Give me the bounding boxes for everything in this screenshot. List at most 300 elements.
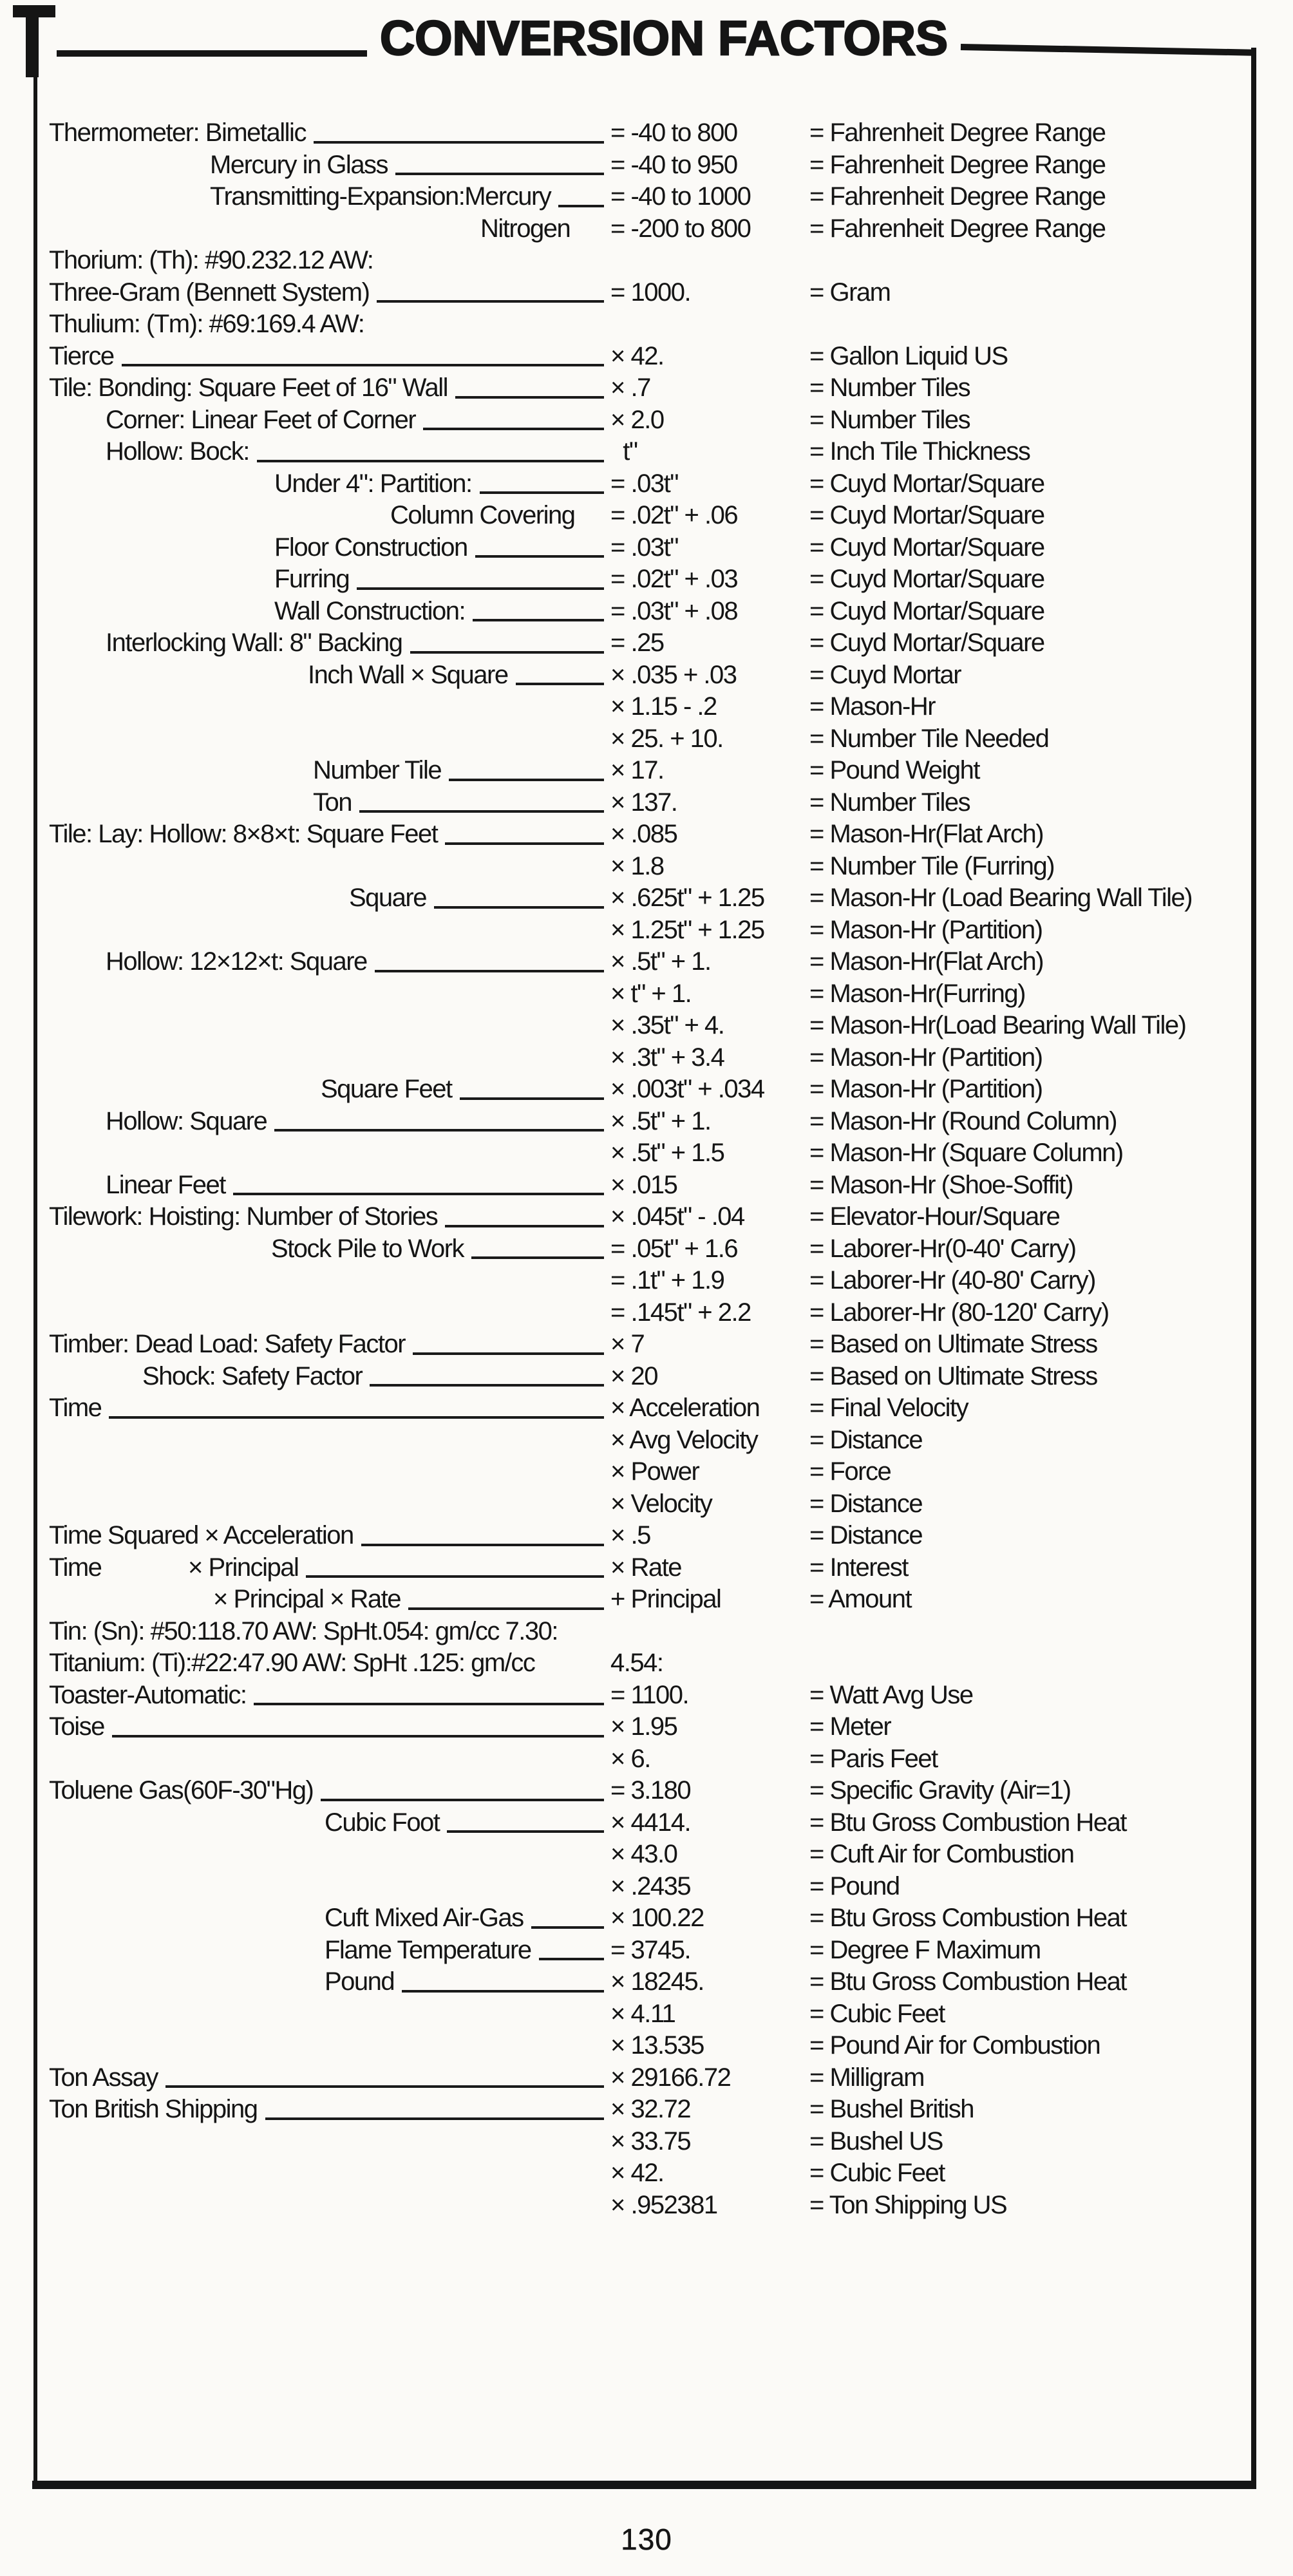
row-label: Corner: Linear Feet of Corner xyxy=(106,405,416,434)
row-value xyxy=(610,308,809,341)
row-label-cell xyxy=(49,1010,610,1042)
row-label-cell xyxy=(49,564,610,596)
leader-line xyxy=(122,341,604,367)
table-row xyxy=(49,787,1252,819)
row-value: = -40 to 950 xyxy=(610,150,737,179)
table-row xyxy=(49,404,1252,437)
row-label-cell xyxy=(49,245,610,277)
row-value: × .5t" + 1. xyxy=(610,947,711,976)
row-result: = Btu Gross Combustion Heat xyxy=(809,1904,1126,1932)
row-label: Timber: Dead Load: Safety Factor xyxy=(49,1330,406,1358)
row-label: Ton Assay xyxy=(49,2063,158,2092)
row-value: × Power xyxy=(610,1457,699,1486)
leader-line xyxy=(434,882,604,909)
row-label: Number Tile xyxy=(313,756,442,784)
table-row xyxy=(49,1042,1252,1074)
row-label: Ton British Shipping xyxy=(49,2095,258,2123)
row-value: × .7 xyxy=(610,374,650,402)
title-rule-right xyxy=(961,44,1254,56)
table-row xyxy=(49,978,1252,1010)
row-label-cell xyxy=(49,1902,610,1935)
row-label: Time xyxy=(49,1394,102,1422)
table-row xyxy=(49,1871,1252,1903)
table-row xyxy=(49,1425,1252,1457)
leader-line xyxy=(357,564,604,590)
row-label-cell xyxy=(49,1871,610,1903)
row-value: × Velocity xyxy=(610,1489,712,1518)
row-value: = .1t" + 1.9 xyxy=(610,1266,724,1294)
page-title: CONVERSION FACTORS xyxy=(379,11,949,65)
table-row xyxy=(49,277,1252,309)
leader-line xyxy=(480,468,604,495)
row-result: = Distance xyxy=(809,1489,923,1518)
table-row xyxy=(49,723,1252,755)
row-value: = .02t" + .06 xyxy=(610,501,738,529)
row-value: × Rate xyxy=(610,1553,681,1582)
row-value: × 13.535 xyxy=(610,2031,704,2060)
row-result xyxy=(809,1647,1252,1680)
table-row xyxy=(49,1807,1252,1839)
row-value: = .03t" + .08 xyxy=(610,596,738,625)
row-label-cell xyxy=(49,1711,610,1743)
row-label-cell xyxy=(49,1456,610,1488)
row-label-cell xyxy=(49,2190,610,2222)
table-row xyxy=(49,1170,1252,1202)
row-value: × .952381 xyxy=(610,2190,717,2219)
leader-line xyxy=(165,2062,604,2088)
row-result: = Distance xyxy=(809,1521,923,1549)
row-label: Cuft Mixed Air-Gas xyxy=(325,1904,524,1932)
row-result: = Pound Air for Combustion xyxy=(809,2031,1100,2060)
row-result: = Force xyxy=(809,1457,891,1486)
row-label: Inch Wall × Square xyxy=(308,660,508,689)
row-label: Tile: Lay: Hollow: 8×8×t: Square Feet xyxy=(49,820,438,848)
row-value: × 1.95 xyxy=(610,1712,677,1741)
row-result: = Mason-Hr(Flat Arch) xyxy=(809,947,1044,976)
row-value: × 4414. xyxy=(610,1808,691,1837)
table-row xyxy=(49,691,1252,723)
row-result: = Milligram xyxy=(809,2063,924,2092)
row-result: = Degree F Maximum xyxy=(809,1935,1041,1964)
row-label: Tilework: Hoisting: Number of Stories xyxy=(49,1202,438,1231)
row-result: = Pound xyxy=(809,1871,900,1900)
row-result: = Bushel British xyxy=(809,2095,974,2123)
row-value: × .3t" + 3.4 xyxy=(610,1043,724,1072)
leader-line xyxy=(375,946,604,972)
row-result: = Number Tile Needed xyxy=(809,724,1049,753)
row-value: × t" + 1. xyxy=(610,979,692,1008)
row-value: = .05t" + 1.6 xyxy=(610,1234,738,1263)
table-row xyxy=(49,1201,1252,1233)
row-result xyxy=(809,1616,1252,1648)
row-label: × Principal × Rate xyxy=(213,1585,401,1613)
table-row xyxy=(49,1010,1252,1042)
row-label-cell xyxy=(49,787,610,819)
row-label-cell xyxy=(49,468,610,500)
title-rule-left xyxy=(57,50,367,57)
row-result: = Cuyd Mortar/Square xyxy=(809,501,1044,529)
row-value: × .5t" + 1.5 xyxy=(610,1139,724,1167)
row-value: × 42. xyxy=(610,2159,664,2187)
row-label: Time Squared × Acceleration xyxy=(49,1521,354,1549)
row-result: = Mason-Hr(Load Bearing Wall Tile) xyxy=(809,1011,1186,1039)
row-label: Toise xyxy=(49,1712,104,1741)
row-label: Column Covering xyxy=(390,501,575,529)
table-row xyxy=(49,755,1252,787)
leader-line xyxy=(445,819,604,845)
row-value: × 7 xyxy=(610,1330,645,1358)
row-label: Floor Construction xyxy=(274,533,467,562)
conversion-table xyxy=(49,117,1252,2221)
table-row xyxy=(49,1488,1252,1520)
row-label-cell xyxy=(49,532,610,564)
row-label: Mercury in Glass xyxy=(210,150,388,179)
table-row xyxy=(49,1616,1252,1648)
table-row xyxy=(49,1137,1252,1170)
row-label-cell xyxy=(49,627,610,659)
row-result: = Pound Weight xyxy=(809,756,980,784)
leader-line xyxy=(455,372,604,399)
row-result: = Cuyd Mortar/Square xyxy=(809,596,1044,625)
row-value: × .085 xyxy=(610,820,677,848)
row-label-cell xyxy=(49,882,610,914)
row-label-cell xyxy=(49,2126,610,2158)
row-result: = Based on Ultimate Stress xyxy=(809,1361,1097,1390)
row-value: × .015 xyxy=(610,1170,677,1199)
row-label-cell xyxy=(49,1807,610,1839)
row-value: × Acceleration xyxy=(610,1394,760,1422)
row-label: Flame Temperature xyxy=(325,1935,531,1964)
row-label-cell xyxy=(49,1042,610,1074)
row-result: = Bushel US xyxy=(809,2126,943,2155)
leader-line xyxy=(359,787,604,813)
row-result: = Cuft Air for Combustion xyxy=(809,1840,1074,1868)
row-result: = Elevator-Hour/Square xyxy=(809,1202,1060,1231)
row-label-cell xyxy=(49,1233,610,1265)
table-row xyxy=(49,1711,1252,1743)
leader-line xyxy=(254,1680,604,1706)
row-result: = Mason-Hr (Load Bearing Wall Tile) xyxy=(809,884,1193,912)
row-result: = Final Velocity xyxy=(809,1394,968,1422)
table-row xyxy=(49,1520,1252,1552)
table-row xyxy=(49,596,1252,628)
row-label-cell xyxy=(49,1297,610,1329)
row-label-cell xyxy=(49,691,610,723)
row-value: = 3.180 xyxy=(610,1776,691,1804)
table-row xyxy=(49,659,1252,692)
table-row xyxy=(49,1647,1252,1680)
row-result: = Cuyd Mortar/Square xyxy=(809,533,1044,562)
table-row xyxy=(49,149,1252,182)
table-row xyxy=(49,1902,1252,1935)
leader-line xyxy=(314,117,604,144)
table-row xyxy=(49,500,1252,532)
table-row xyxy=(49,2126,1252,2158)
table-row xyxy=(49,213,1252,245)
row-label-cell xyxy=(49,819,610,851)
row-label: Toaster-Automatic: xyxy=(49,1680,247,1709)
table-row xyxy=(49,1775,1252,1807)
row-value: × .035 + .03 xyxy=(610,660,737,689)
table-row xyxy=(49,372,1252,404)
row-label: Hollow: Square xyxy=(106,1106,267,1135)
row-value: = .145t" + 2.2 xyxy=(610,1298,751,1327)
table-row xyxy=(49,564,1252,596)
row-label: Time × Principal xyxy=(49,1553,299,1582)
row-label-cell xyxy=(49,341,610,373)
row-result: = Meter xyxy=(809,1712,891,1741)
table-row xyxy=(49,1329,1252,1361)
row-label-cell xyxy=(49,1329,610,1361)
row-label-cell xyxy=(49,946,610,978)
row-value: 4.54: xyxy=(610,1649,663,1677)
row-value xyxy=(610,245,809,277)
leader-line xyxy=(475,532,604,558)
row-value: × .35t" + 4. xyxy=(610,1011,724,1039)
row-label-cell xyxy=(49,851,610,883)
leader-line xyxy=(408,1584,604,1610)
leader-line xyxy=(447,1807,604,1833)
row-result: = Fahrenheit Degree Range xyxy=(809,118,1106,147)
row-result: = Laborer-Hr (40-80' Carry) xyxy=(809,1266,1095,1294)
row-value: × Avg Velocity xyxy=(610,1425,758,1454)
table-row xyxy=(49,532,1252,564)
row-value: t" xyxy=(610,437,637,466)
row-label: Thorium: (Th): #90.232.12 AW: xyxy=(49,246,373,274)
row-result: = Inch Tile Thickness xyxy=(809,437,1030,466)
row-label: Linear Feet xyxy=(106,1170,225,1199)
row-result: = Distance xyxy=(809,1425,923,1454)
table-row xyxy=(49,181,1252,213)
row-label-cell xyxy=(49,914,610,947)
row-label: Wall Construction: xyxy=(274,596,466,625)
row-label-cell xyxy=(49,1998,610,2031)
row-label: Thulium: (Tm): #69:169.4 AW: xyxy=(49,310,364,338)
leader-line xyxy=(531,1902,604,1929)
row-value: × 1.15 - .2 xyxy=(610,692,717,721)
row-label-cell xyxy=(49,1265,610,1297)
table-row xyxy=(49,819,1252,851)
row-result: = Specific Gravity (Air=1) xyxy=(809,1776,1071,1804)
table-row xyxy=(49,1297,1252,1329)
page-border-left xyxy=(33,76,37,2486)
row-result: = Mason-Hr xyxy=(809,692,936,721)
row-label-cell xyxy=(49,1074,610,1106)
row-label-cell xyxy=(49,1839,610,1871)
row-label-cell xyxy=(49,659,610,692)
table-row xyxy=(49,1074,1252,1106)
row-label-cell xyxy=(49,1106,610,1138)
table-row xyxy=(49,2030,1252,2062)
row-value: × .2435 xyxy=(610,1871,691,1900)
row-result: = Fahrenheit Degree Range xyxy=(809,182,1106,211)
row-result: = Watt Avg Use xyxy=(809,1680,973,1709)
row-value: × .045t" - .04 xyxy=(610,1202,744,1231)
table-row xyxy=(49,1584,1252,1616)
row-label: Titanium: (Ti):#22:47.90 AW: SpHt .125: gm/cc xyxy=(49,1649,535,1677)
row-value: = -40 to 1000 xyxy=(610,182,751,211)
table-row xyxy=(49,2062,1252,2094)
row-label: Interlocking Wall: 8" Backing xyxy=(106,629,402,657)
row-result: = Based on Ultimate Stress xyxy=(809,1330,1097,1358)
row-label-cell xyxy=(49,1966,610,1998)
page-border-bottom xyxy=(32,2481,1256,2489)
row-value: + Principal xyxy=(610,1585,721,1613)
row-value: × 17. xyxy=(610,756,664,784)
table-row xyxy=(49,851,1252,883)
leader-line xyxy=(274,1106,604,1132)
table-row xyxy=(49,308,1252,341)
row-value: = .03t" xyxy=(610,469,678,498)
table-row xyxy=(49,882,1252,914)
table-row xyxy=(49,1106,1252,1138)
row-label-cell xyxy=(49,404,610,437)
table-row xyxy=(49,627,1252,659)
row-result: = Paris Feet xyxy=(809,1744,938,1773)
row-result: = Btu Gross Combustion Heat xyxy=(809,1808,1126,1837)
row-value: × .5t" + 1. xyxy=(610,1106,711,1135)
row-label: Square Feet xyxy=(321,1075,452,1103)
row-label-cell xyxy=(49,277,610,309)
leader-line xyxy=(370,1361,604,1387)
row-label-cell xyxy=(49,978,610,1010)
row-result: = Cuyd Mortar xyxy=(809,660,961,689)
row-value: × 4.11 xyxy=(610,1999,675,2028)
row-result: = Fahrenheit Degree Range xyxy=(809,214,1106,243)
row-value: × 1.8 xyxy=(610,851,664,880)
row-value: × .625t" + 1.25 xyxy=(610,884,764,912)
row-label: Tierce xyxy=(49,341,114,370)
section-letter-stem xyxy=(26,5,39,77)
leader-line xyxy=(395,149,604,176)
table-row xyxy=(49,1935,1252,1967)
row-label-cell xyxy=(49,500,610,532)
row-value xyxy=(610,1616,809,1648)
row-result: = Mason-Hr (Partition) xyxy=(809,1075,1043,1103)
row-value: × 20 xyxy=(610,1361,657,1390)
row-result: = Mason-Hr (Partition) xyxy=(809,1043,1043,1072)
leader-line xyxy=(265,2094,604,2120)
row-label-cell xyxy=(49,2062,610,2094)
row-value: = .02t" + .03 xyxy=(610,565,738,593)
table-row xyxy=(49,1839,1252,1871)
row-result: = Btu Gross Combustion Heat xyxy=(809,1967,1126,1996)
table-row xyxy=(49,2094,1252,2126)
row-result: = Laborer-Hr(0-40' Carry) xyxy=(809,1234,1076,1263)
row-label-cell xyxy=(49,2094,610,2126)
row-label: Hollow: 12×12×t: Square xyxy=(106,947,367,976)
row-value: × .5 xyxy=(610,1521,650,1549)
row-value: = -200 to 800 xyxy=(610,214,751,243)
row-label: Square xyxy=(349,884,426,912)
row-result: = Mason-Hr (Partition) xyxy=(809,915,1043,944)
row-result: = Gallon Liquid US xyxy=(809,341,1008,370)
row-label-cell xyxy=(49,1137,610,1170)
leader-line xyxy=(471,1233,604,1260)
row-label-cell xyxy=(49,1201,610,1233)
row-label-cell xyxy=(49,213,610,245)
table-row xyxy=(49,117,1252,149)
row-result: = Mason-Hr (Shoe-Soffit) xyxy=(809,1170,1073,1199)
table-row xyxy=(49,2157,1252,2190)
row-label: Stock Pile to Work xyxy=(271,1234,464,1263)
row-label-cell xyxy=(49,723,610,755)
row-value: × 137. xyxy=(610,788,677,817)
row-label-cell xyxy=(49,2030,610,2062)
row-result: = Cubic Feet xyxy=(809,1999,945,2028)
row-result: = Number Tiles xyxy=(809,788,970,817)
leader-line xyxy=(445,1201,604,1227)
leader-line xyxy=(449,755,604,781)
table-row xyxy=(49,2190,1252,2222)
leader-line xyxy=(321,1775,604,1801)
table-row xyxy=(49,341,1252,373)
row-label: Cubic Foot xyxy=(325,1808,440,1837)
row-value: × 25. + 10. xyxy=(610,724,723,753)
row-value: × 2.0 xyxy=(610,405,664,434)
row-label: Thermometer: Bimetallic xyxy=(49,118,306,147)
row-result: = Ton Shipping US xyxy=(809,2190,1007,2219)
row-label-cell xyxy=(49,1647,610,1680)
row-label-cell xyxy=(49,1170,610,1202)
leader-line xyxy=(306,1552,604,1578)
table-row xyxy=(49,1966,1252,1998)
row-result: = Cuyd Mortar/Square xyxy=(809,629,1044,657)
row-result: = Mason-Hr(Furring) xyxy=(809,979,1025,1008)
table-row xyxy=(49,1998,1252,2031)
row-label-cell xyxy=(49,1616,610,1648)
row-label-cell xyxy=(49,1361,610,1393)
row-label-cell xyxy=(49,596,610,628)
table-row xyxy=(49,468,1252,500)
leader-line xyxy=(413,1329,604,1355)
leader-line xyxy=(361,1520,604,1546)
row-label: Transmitting-Expansion:Mercury xyxy=(210,182,551,211)
row-label-cell xyxy=(49,181,610,213)
row-label-cell xyxy=(49,2157,610,2190)
row-result: = Cuyd Mortar/Square xyxy=(809,565,1044,593)
row-result: = Cuyd Mortar/Square xyxy=(809,469,1044,498)
leader-line xyxy=(423,404,604,431)
row-label-cell xyxy=(49,1743,610,1776)
leader-line xyxy=(410,627,604,654)
row-value: × 29166.72 xyxy=(610,2063,731,2092)
row-result: = Number Tiles xyxy=(809,374,970,402)
row-label-cell xyxy=(49,1935,610,1967)
row-value: × .003t" + .034 xyxy=(610,1075,764,1103)
table-row xyxy=(49,436,1252,468)
row-value: = .03t" xyxy=(610,533,678,562)
leader-line xyxy=(539,1935,604,1961)
row-value: × 42. xyxy=(610,341,664,370)
row-label-cell xyxy=(49,436,610,468)
row-result: = Fahrenheit Degree Range xyxy=(809,150,1106,179)
row-value: = .25 xyxy=(610,629,664,657)
row-value: × 1.25t" + 1.25 xyxy=(610,915,764,944)
row-result: = Number Tile (Furring) xyxy=(809,851,1055,880)
row-result: = Laborer-Hr (80-120' Carry) xyxy=(809,1298,1109,1327)
leader-line xyxy=(402,1966,604,1993)
table-row xyxy=(49,1456,1252,1488)
row-value: × 18245. xyxy=(610,1967,704,1996)
page-number: 130 xyxy=(621,2523,672,2556)
leader-line xyxy=(473,596,604,622)
row-label: Shock: Safety Factor xyxy=(142,1361,363,1390)
row-label-cell xyxy=(49,1425,610,1457)
leader-line xyxy=(377,277,604,303)
table-row xyxy=(49,946,1252,978)
row-label: Tile: Bonding: Square Feet of 16" Wall xyxy=(49,374,448,402)
